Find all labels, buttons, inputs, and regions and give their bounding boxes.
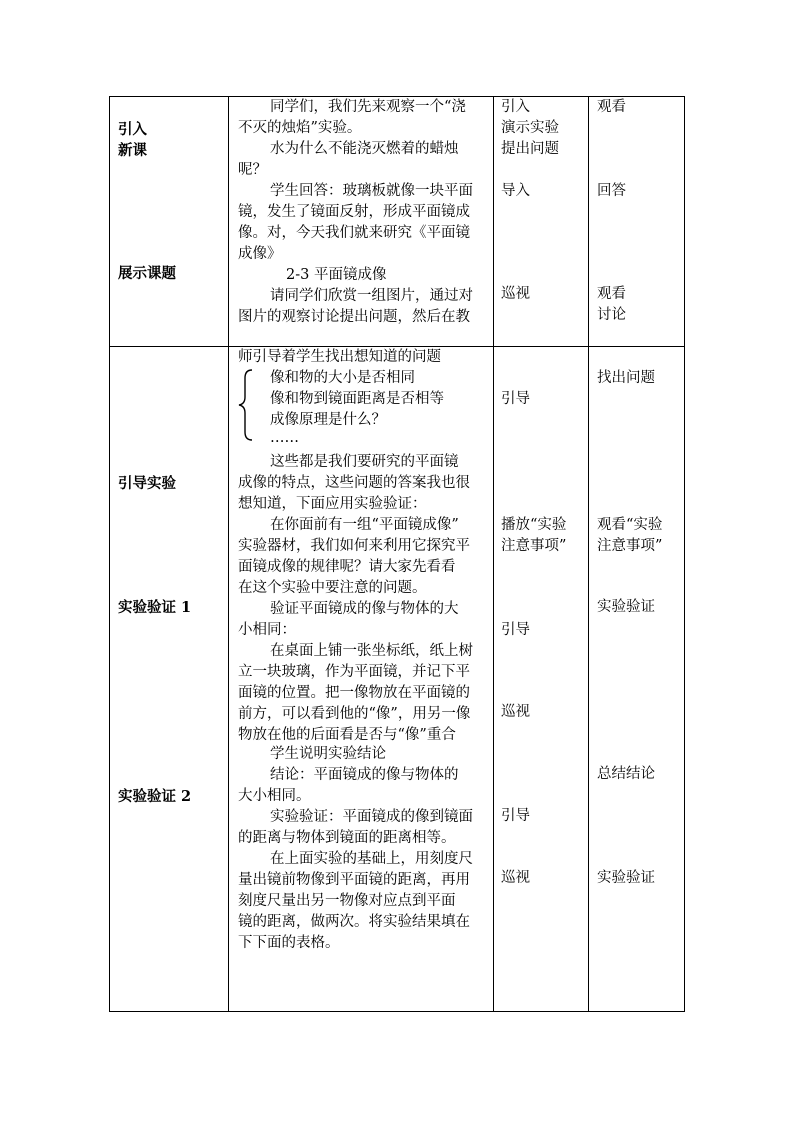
content-line: 立一块玻璃，作为平面镜，并记下平 <box>238 664 470 680</box>
lesson-plan-table <box>109 96 685 1012</box>
student-activity: 观看 <box>597 99 626 115</box>
content-line: 在桌面上铺一张坐标纸，纸上树 <box>270 643 473 659</box>
column-divider <box>228 97 229 1011</box>
teacher-activity: 注意事项” <box>501 538 567 554</box>
teacher-activity: 巡视 <box>501 704 530 720</box>
content-line: 刻度尺量出另一物像对应点到平面 <box>238 893 456 909</box>
content-line: 实验验证：平面镜成的像到镜面 <box>270 809 473 825</box>
content-line: 面镜成像的规律呢？请大家先看看 <box>238 559 456 575</box>
student-activity: 找出问题 <box>597 370 655 386</box>
teacher-activity: 提出问题 <box>501 141 559 157</box>
teacher-activity: 演示实验 <box>501 120 559 136</box>
content-line: 水为什么不能浇灭燃着的蜡烛 <box>270 141 459 157</box>
label-intro-1: 引入 <box>118 121 147 138</box>
content-line: 成像》 <box>238 246 282 262</box>
label-intro-2: 新课 <box>118 142 147 159</box>
curly-brace-icon <box>238 369 254 441</box>
label-guide-experiment: 引导实验 <box>118 475 176 492</box>
label-verify-1: 实验验证 1 <box>118 599 192 616</box>
content-line: 的距离与物体到镜面的距离相等。 <box>238 830 456 846</box>
student-activity: 实验验证 <box>597 599 655 615</box>
question-item: 成像原理是什么？ <box>270 412 386 428</box>
content-line: 实验器材，我们如何来利用它探究平 <box>238 538 470 554</box>
teacher-activity: 引导 <box>501 622 530 638</box>
teacher-activity: 播放“实验 <box>501 517 567 533</box>
content-line: 下下面的表格。 <box>238 935 340 951</box>
content-line: 物放在他的后面看是否与“像”重合 <box>238 727 456 743</box>
teacher-activity: 导入 <box>501 183 530 199</box>
label-verify-2: 实验验证 2 <box>118 788 192 805</box>
student-activity: 讨论 <box>597 307 626 323</box>
content-line: 验证平面镜成的像与物体的大 <box>270 601 459 617</box>
student-activity: 观看“实验 <box>597 517 663 533</box>
content-line: 学生回答：玻璃板就像一块平面 <box>270 183 473 199</box>
content-line: 成像的特点，这些问题的答案我也很 <box>238 475 470 491</box>
content-line: 量出镜前物像到平面镜的距离，再用 <box>238 872 470 888</box>
content-line: 呢？ <box>238 162 267 178</box>
teacher-activity: 巡视 <box>501 286 530 302</box>
content-intro-line: 师引导着学生找出想知道的问题 <box>238 349 441 365</box>
teacher-activity: 巡视 <box>501 870 530 886</box>
content-line: 在你面前有一组“平面镜成像” <box>270 517 459 533</box>
content-line: 镜，发生了镜面反射，形成平面镜成 <box>238 204 470 220</box>
content-line: 图片的观察讨论提出问题，然后在教 <box>238 309 470 325</box>
section-title: 2-3 平面镜成像 <box>286 267 387 283</box>
student-activity: 观看 <box>597 286 626 302</box>
question-item: 像和物的大小是否相同 <box>270 370 415 386</box>
content-line: 在这个实验中要注意的问题。 <box>238 580 427 596</box>
student-activity: 实验验证 <box>597 870 655 886</box>
question-item: …… <box>270 430 299 446</box>
content-line: 学生说明实验结论 <box>270 746 386 762</box>
content-line: 请同学们欣赏一组图片，通过对 <box>270 288 473 304</box>
content-line: 同学们，我们先来观察一个“浇 <box>270 99 466 115</box>
teacher-activity: 引入 <box>501 99 530 115</box>
teacher-activity: 引导 <box>501 808 530 824</box>
teacher-activity: 引导 <box>501 391 530 407</box>
column-divider <box>588 97 589 1011</box>
content-line: 前方，可以看到他的“像”，用另一像 <box>238 706 471 722</box>
content-line: 小相同： <box>238 622 296 638</box>
content-line: 在上面实验的基础上，用刻度尺 <box>270 851 473 867</box>
content-line: 不灭的烛焰”实验。 <box>238 120 362 136</box>
content-line: 镜的距离，做两次。将实验结果填在 <box>238 914 470 930</box>
content-line: 这些都是我们要研究的平面镜 <box>270 454 459 470</box>
content-line: 大小相同。 <box>238 788 311 804</box>
content-line: 想知道，下面应用实验验证： <box>238 496 427 512</box>
content-line: 像。对，今天我们就来研究《平面镜 <box>238 225 470 241</box>
content-line: 结论：平面镜成的像与物体的 <box>270 767 459 783</box>
content-line: 面镜的位置。把一像物放在平面镜的 <box>238 685 470 701</box>
column-divider <box>493 97 494 1011</box>
label-show-topic: 展示课题 <box>118 265 176 282</box>
student-activity: 回答 <box>597 183 626 199</box>
student-activity: 注意事项” <box>597 538 663 554</box>
question-item: 像和物到镜面距离是否相等 <box>270 391 444 407</box>
student-activity: 总结结论 <box>597 766 655 782</box>
